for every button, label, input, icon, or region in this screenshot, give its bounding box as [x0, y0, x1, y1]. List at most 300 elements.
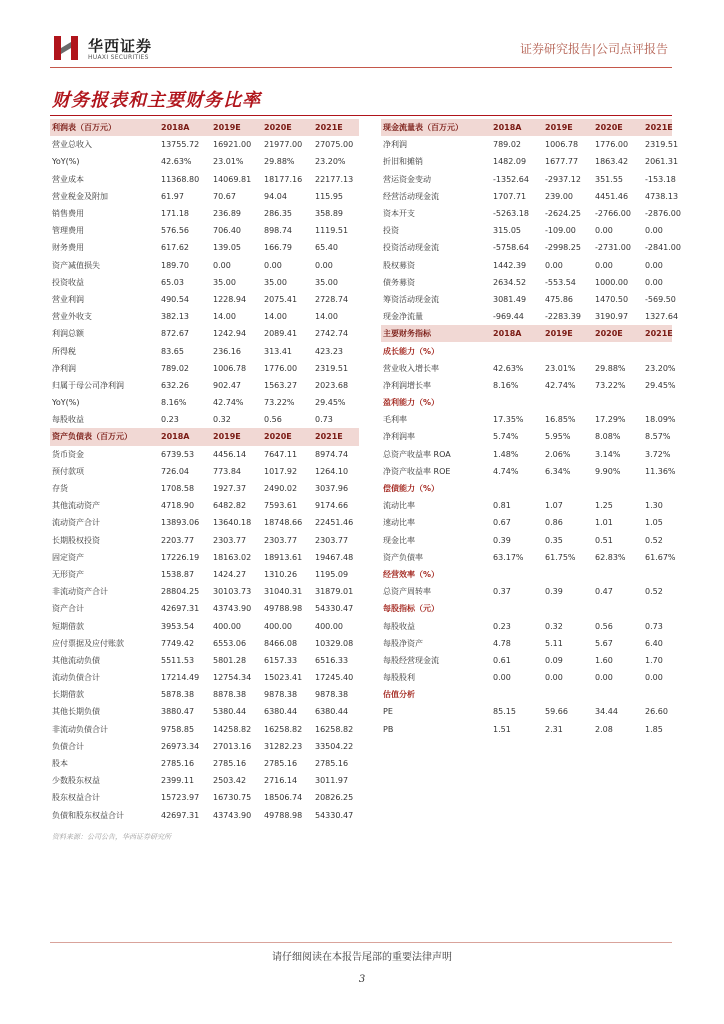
cell-value: 1195.09 — [315, 569, 349, 579]
cell-value: 4.74% — [493, 466, 519, 476]
cell-value: 1707.71 — [493, 191, 527, 201]
cell-value: -569.50 — [645, 294, 676, 304]
cell-value: 14.00 — [315, 312, 338, 322]
cell-value: 61.75% — [545, 552, 576, 562]
cell-value: 42697.31 — [161, 604, 200, 614]
row-label: 主要财务指标 — [381, 325, 491, 342]
cell-value: 0.52 — [645, 587, 663, 597]
cell-value: 2020E — [593, 119, 643, 136]
row-label: 毛利率 — [383, 415, 407, 425]
cell-value: 1228.94 — [213, 294, 247, 304]
table-row — [50, 446, 359, 463]
cell-value: 1424.27 — [213, 569, 247, 579]
cell-value: 239.00 — [545, 191, 573, 201]
row-label: 总资产周转率 — [383, 587, 431, 597]
cell-value: 0.00 — [545, 260, 563, 270]
cell-value: 2742.74 — [315, 329, 349, 339]
huaxi-logo-icon — [52, 34, 80, 62]
table-row — [50, 342, 359, 359]
row-label: YoY(%) — [52, 398, 80, 408]
cell-value: 2019E — [211, 119, 262, 136]
cell-value: 1310.26 — [264, 569, 298, 579]
cell-value: 8.16% — [161, 398, 187, 408]
table-row — [50, 257, 359, 274]
cell-value: 85.15 — [493, 707, 516, 717]
row-label: 营业收入增长率 — [383, 363, 439, 373]
cell-value: 286.35 — [264, 209, 292, 219]
cell-value: 12754.34 — [213, 673, 252, 683]
cell-value: 8974.74 — [315, 449, 349, 459]
cell-value: 1.01 — [595, 518, 613, 528]
cell-value: 29.88% — [595, 363, 626, 373]
cell-value: 6553.06 — [213, 638, 247, 648]
group-title: 成长能力（%） — [383, 346, 440, 356]
header-divider — [50, 67, 672, 68]
row-label: 利润总额 — [52, 329, 84, 339]
row-label: 负债合计 — [52, 741, 84, 751]
cell-value: 2020E — [262, 428, 313, 445]
row-label: 净利润率 — [383, 432, 415, 442]
cell-value: 6.34% — [545, 466, 571, 476]
cell-value: 2319.51 — [315, 363, 349, 373]
cell-value: 30103.73 — [213, 587, 252, 597]
cell-value: 2061.31 — [645, 157, 679, 167]
cell-value: 14069.81 — [213, 174, 252, 184]
cell-value: -2937.12 — [545, 174, 581, 184]
table-row — [381, 136, 672, 153]
cell-value: 1.05 — [645, 518, 663, 528]
table-row — [50, 222, 359, 239]
cell-value: 5878.38 — [161, 690, 195, 700]
table-row — [50, 635, 359, 652]
cell-value: 313.41 — [264, 346, 292, 356]
cell-value: 8.57% — [645, 432, 671, 442]
cell-value: 872.67 — [161, 329, 189, 339]
cell-value: 6.40 — [645, 638, 663, 648]
cell-value: 73.22% — [264, 398, 295, 408]
table-header-row — [50, 119, 359, 136]
row-label: 筹资活动现金流 — [383, 294, 439, 304]
cell-value: 35.00 — [315, 277, 338, 287]
table-row — [50, 738, 359, 755]
table-row — [381, 411, 672, 428]
group-title: 每股指标（元） — [383, 604, 439, 614]
cell-value: 43743.90 — [213, 810, 252, 820]
cell-value: 61.67% — [645, 552, 676, 562]
table-row — [381, 205, 672, 222]
row-label: 其他长期负债 — [52, 707, 100, 717]
row-label: 股权募资 — [383, 260, 415, 270]
table-row — [50, 136, 359, 153]
cell-value: 8.08% — [595, 432, 621, 442]
cell-value: 2019E — [543, 119, 593, 136]
table-row — [381, 222, 672, 239]
cell-value: 0.00 — [645, 277, 663, 287]
cell-value: 0.67 — [493, 518, 511, 528]
cell-value: 35.00 — [264, 277, 287, 287]
table-row — [381, 617, 672, 634]
cell-value: -969.44 — [493, 312, 524, 322]
cell-value: 14258.82 — [213, 724, 252, 734]
row-label: 资产合计 — [52, 604, 84, 614]
cell-value: 20826.25 — [315, 793, 354, 803]
row-label: 净利润 — [383, 140, 407, 150]
row-label: 股本 — [52, 759, 68, 769]
cell-value: 0.81 — [493, 501, 511, 511]
cell-value: 6380.44 — [315, 707, 349, 717]
cell-value: 166.79 — [264, 243, 292, 253]
cell-value: 1000.00 — [595, 277, 629, 287]
cell-value: 0.23 — [493, 621, 511, 631]
table-row — [381, 291, 672, 308]
table-row — [381, 257, 672, 274]
cell-value: 171.18 — [161, 209, 189, 219]
cell-value: -2766.00 — [595, 209, 631, 219]
cell-value: 73.22% — [595, 380, 626, 390]
cell-value: 1776.00 — [595, 140, 629, 150]
cell-value: 2021E — [313, 428, 359, 445]
table-row — [50, 153, 359, 170]
row-label: 非流动资产合计 — [52, 587, 108, 597]
cell-value: 0.61 — [493, 655, 511, 665]
row-label: 折旧和摊销 — [383, 157, 423, 167]
table-row — [50, 497, 359, 514]
cell-value: 0.09 — [545, 655, 563, 665]
table-row — [50, 772, 359, 789]
cell-value: 2303.77 — [315, 535, 349, 545]
table-row — [50, 721, 359, 738]
row-label: 流动负债合计 — [52, 673, 100, 683]
row-label: 资本开支 — [383, 209, 415, 219]
cell-value: 189.70 — [161, 260, 189, 270]
cell-value: 3953.54 — [161, 621, 195, 631]
cell-value: 0.52 — [645, 535, 663, 545]
cell-value: 0.00 — [645, 226, 663, 236]
cell-value: 23.01% — [545, 363, 576, 373]
data-source-note: 资料来源：公司公告，华西证券研究所 — [52, 833, 171, 841]
group-title: 偿债能力（%） — [383, 484, 440, 494]
cell-value: 773.84 — [213, 466, 241, 476]
cell-value: 0.00 — [264, 260, 282, 270]
cell-value: 42697.31 — [161, 810, 200, 820]
cell-value: 1482.09 — [493, 157, 527, 167]
cell-value: 0.32 — [545, 621, 563, 631]
cell-value: 115.95 — [315, 191, 343, 201]
row-label: 应付票据及应付账款 — [52, 638, 124, 648]
table-row — [381, 377, 672, 394]
cell-value: -2731.00 — [595, 243, 631, 253]
table-row — [50, 583, 359, 600]
cell-value: 1.30 — [645, 501, 663, 511]
cell-value: 1442.39 — [493, 260, 527, 270]
cell-value: 1.07 — [545, 501, 563, 511]
cell-value: 17.29% — [595, 415, 626, 425]
row-label: 其他流动负债 — [52, 655, 100, 665]
cell-value: 632.26 — [161, 380, 189, 390]
cell-value: -5758.64 — [493, 243, 529, 253]
cell-value: 3011.97 — [315, 776, 349, 786]
row-label: 营业外收支 — [52, 312, 92, 322]
table-row — [381, 463, 672, 480]
row-label: PB — [383, 724, 394, 734]
cell-value: 2303.77 — [213, 535, 247, 545]
cell-value: 1242.94 — [213, 329, 247, 339]
cell-value: 0.00 — [595, 226, 613, 236]
cell-value: 14.00 — [264, 312, 287, 322]
cell-value: 0.86 — [545, 518, 563, 528]
table-row — [50, 755, 359, 772]
cell-value: 19467.48 — [315, 552, 354, 562]
cell-value: 16258.82 — [264, 724, 303, 734]
cell-value: 423.23 — [315, 346, 343, 356]
cell-value: 1.51 — [493, 724, 511, 734]
table-row — [50, 789, 359, 806]
cell-value: 2.31 — [545, 724, 563, 734]
table-row — [50, 652, 359, 669]
table-row — [381, 171, 672, 188]
cell-value: -2998.25 — [545, 243, 581, 253]
cell-value: 1.48% — [493, 449, 519, 459]
cell-value: 33504.22 — [315, 741, 354, 751]
cell-value: 1.85 — [645, 724, 663, 734]
table-row — [381, 703, 672, 720]
brand-name-en: HUAXI SECURITIES — [88, 54, 149, 61]
table-row — [50, 205, 359, 222]
cell-value: 31040.31 — [264, 587, 303, 597]
cell-value: 6157.33 — [264, 655, 298, 665]
cell-value: 0.56 — [595, 621, 613, 631]
table-row — [381, 308, 672, 325]
cell-value: 2503.42 — [213, 776, 247, 786]
cell-value: 5511.53 — [161, 655, 195, 665]
cell-value: 23.20% — [315, 157, 346, 167]
cell-value: 7647.11 — [264, 449, 298, 459]
cell-value: 0.39 — [493, 535, 511, 545]
cell-value: 65.40 — [315, 243, 338, 253]
cell-value: 0.00 — [493, 673, 511, 683]
table-row — [50, 188, 359, 205]
table-row — [381, 721, 672, 738]
table-row — [50, 411, 359, 428]
cell-value: 7749.42 — [161, 638, 195, 648]
table-row — [50, 549, 359, 566]
cell-value: 22451.46 — [315, 518, 354, 528]
table-row — [381, 274, 672, 291]
table-row — [381, 669, 672, 686]
cell-value: 35.00 — [213, 277, 236, 287]
cell-value: 11.36% — [645, 466, 676, 476]
cell-value: 0.23 — [161, 415, 179, 425]
table-row — [381, 583, 672, 600]
row-label: 流动比率 — [383, 501, 415, 511]
table-row — [50, 703, 359, 720]
cell-value: -2841.00 — [645, 243, 681, 253]
group-title: 经营效率（%） — [383, 569, 440, 579]
cell-value: 83.65 — [161, 346, 184, 356]
cell-value: 61.97 — [161, 191, 184, 201]
table-row — [50, 480, 359, 497]
cell-value: 400.00 — [315, 621, 343, 631]
cell-value: 400.00 — [264, 621, 292, 631]
cell-value: 49788.98 — [264, 604, 303, 614]
table-row — [50, 514, 359, 531]
cell-value: 2075.41 — [264, 294, 298, 304]
cell-value: 1264.10 — [315, 466, 349, 476]
row-label: 每股经营现金流 — [383, 655, 439, 665]
cell-value: 29.45% — [315, 398, 346, 408]
cell-value: 1017.92 — [264, 466, 298, 476]
table-row — [381, 428, 672, 445]
table-row — [381, 652, 672, 669]
row-label: 利润表（百万元） — [50, 119, 159, 136]
cell-value: 29.88% — [264, 157, 295, 167]
cell-value: 5.74% — [493, 432, 519, 442]
cell-value: 2018A — [159, 428, 211, 445]
cell-value: 0.73 — [315, 415, 333, 425]
left-financial-table — [50, 119, 359, 824]
table-group-row — [381, 686, 672, 703]
cell-value: 2785.16 — [264, 759, 298, 769]
cell-value: 1.25 — [595, 501, 613, 511]
cell-value: 2020E — [593, 325, 643, 342]
cell-value: 28804.25 — [161, 587, 200, 597]
table-row — [50, 291, 359, 308]
cell-value: 0.00 — [645, 260, 663, 270]
cell-value: 236.16 — [213, 346, 241, 356]
cell-value: 8.16% — [493, 380, 519, 390]
cell-value: -2876.00 — [645, 209, 681, 219]
cell-value: -1352.64 — [493, 174, 529, 184]
table-row — [50, 463, 359, 480]
row-label: 归属于母公司净利润 — [52, 380, 124, 390]
cell-value: 400.00 — [213, 621, 241, 631]
cell-value: 9758.85 — [161, 724, 195, 734]
cell-value: 18.09% — [645, 415, 676, 425]
cell-value: 139.05 — [213, 243, 241, 253]
cell-value: -109.00 — [545, 226, 576, 236]
cell-value: 2018A — [491, 325, 543, 342]
row-label: 净资产收益率 ROE — [383, 466, 451, 476]
cell-value: 5.95% — [545, 432, 571, 442]
cell-value: 5.67 — [595, 638, 613, 648]
row-label: 股东权益合计 — [52, 793, 100, 803]
table-header-row — [381, 119, 672, 136]
cell-value: 0.47 — [595, 587, 613, 597]
cell-value: 31879.01 — [315, 587, 354, 597]
cell-value: 358.89 — [315, 209, 343, 219]
row-label: 经营活动现金流 — [383, 191, 439, 201]
cell-value: 9.90% — [595, 466, 621, 476]
cell-value: -2283.39 — [545, 312, 581, 322]
cell-value: 1006.78 — [213, 363, 247, 373]
report-type: 证券研究报告|公司点评报告 — [519, 42, 668, 56]
row-label: 少数股东权益 — [52, 776, 100, 786]
table-group-row — [381, 394, 672, 411]
cell-value: 54330.47 — [315, 810, 354, 820]
cell-value: 706.40 — [213, 226, 241, 236]
cell-value: 2019E — [211, 428, 262, 445]
cell-value: 42.74% — [545, 380, 576, 390]
cell-value: 789.02 — [161, 363, 189, 373]
cell-value: 65.03 — [161, 277, 184, 287]
table-row — [50, 239, 359, 256]
cell-value: 15723.97 — [161, 793, 200, 803]
cell-value: 3.72% — [645, 449, 671, 459]
cell-value: 1538.87 — [161, 569, 195, 579]
cell-value: 8466.08 — [264, 638, 298, 648]
cell-value: 4.78 — [493, 638, 511, 648]
cell-value: 726.04 — [161, 466, 189, 476]
cell-value: 3190.97 — [595, 312, 629, 322]
cell-value: 1677.77 — [545, 157, 579, 167]
cell-value: 2716.14 — [264, 776, 298, 786]
cell-value: 29.45% — [645, 380, 676, 390]
cell-value: 23.20% — [645, 363, 676, 373]
cell-value: 0.37 — [493, 587, 511, 597]
cell-value: 26973.34 — [161, 741, 200, 751]
row-label: 负债和股东权益合计 — [52, 810, 124, 820]
brand-name-cn: 华西证券 — [88, 37, 153, 55]
cell-value: 789.02 — [493, 140, 521, 150]
cell-value: 1.70 — [645, 655, 663, 665]
table-row — [50, 308, 359, 325]
cell-value: 15023.41 — [264, 673, 303, 683]
row-label: 净利润增长率 — [383, 380, 431, 390]
row-label: 营运资金变动 — [383, 174, 431, 184]
row-label: 每股收益 — [383, 621, 415, 631]
table-row — [381, 153, 672, 170]
cell-value: 9878.38 — [315, 690, 349, 700]
cell-value: 1563.27 — [264, 380, 298, 390]
cell-value: 2728.74 — [315, 294, 349, 304]
cell-value: 1.60 — [595, 655, 613, 665]
cell-value: 43743.90 — [213, 604, 252, 614]
cell-value: 2020E — [262, 119, 313, 136]
table-row — [50, 617, 359, 634]
cell-value: 2.08 — [595, 724, 613, 734]
cell-value: 42.63% — [161, 157, 192, 167]
cell-value: 0.00 — [595, 673, 613, 683]
cell-value: 17226.19 — [161, 552, 200, 562]
row-label: 营业税金及附加 — [52, 191, 108, 201]
cell-value: 2023.68 — [315, 380, 349, 390]
row-label: 营业利润 — [52, 294, 84, 304]
table-row — [381, 635, 672, 652]
cell-value: -553.54 — [545, 277, 576, 287]
legal-disclaimer: 请仔细阅读在本报告尾部的重要法律声明 — [272, 952, 452, 963]
row-label: 营业成本 — [52, 174, 84, 184]
cell-value: 4456.14 — [213, 449, 247, 459]
row-label: 预付款项 — [52, 466, 84, 476]
footer-divider — [50, 942, 672, 943]
section-title: 财务报表和主要财务比率 — [52, 90, 261, 111]
row-label: 投资收益 — [52, 277, 84, 287]
cell-value: 2089.41 — [264, 329, 298, 339]
table-row — [50, 669, 359, 686]
cell-value: 10329.08 — [315, 638, 354, 648]
row-label: 流动资产合计 — [52, 518, 100, 528]
cell-value: 9174.66 — [315, 501, 349, 511]
cell-value: 70.67 — [213, 191, 236, 201]
page-number: 3 — [358, 974, 366, 985]
row-label: 管理费用 — [52, 226, 84, 236]
row-label: 资产负债率 — [383, 552, 423, 562]
cell-value: 26.60 — [645, 707, 668, 717]
cell-value: 490.54 — [161, 294, 189, 304]
row-label: 货币资金 — [52, 449, 84, 459]
cell-value: 1927.37 — [213, 484, 247, 494]
cell-value: 2.06% — [545, 449, 571, 459]
